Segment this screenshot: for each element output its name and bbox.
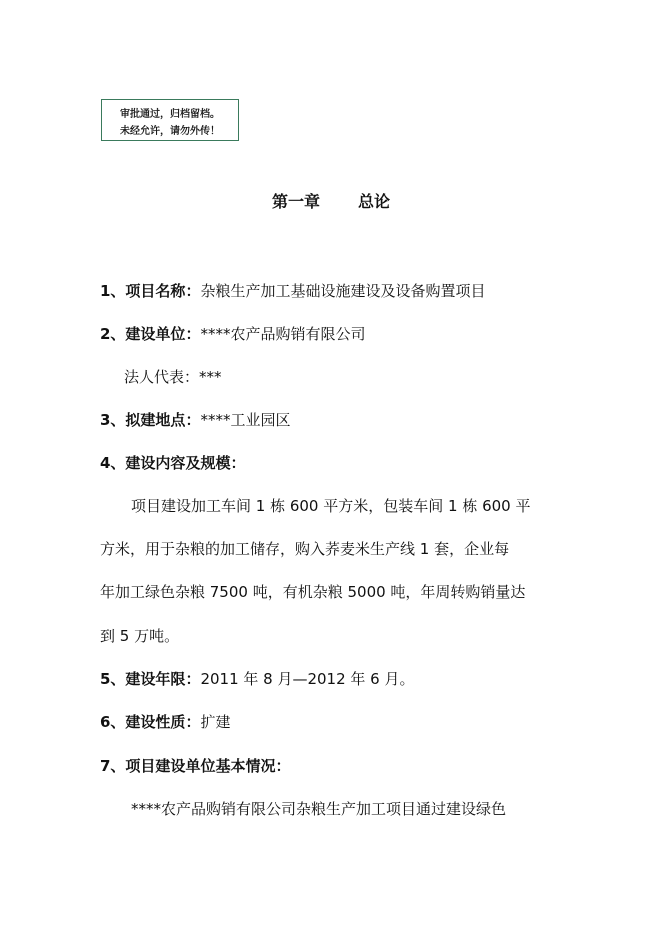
item-label: 4、建设内容及规模： <box>100 454 246 472</box>
content-line-3: 年加工绿色杂粮 7500 吨，有机杂粮 5000 吨，年周转购销量达 <box>100 583 526 601</box>
item-label: 2、建设单位： <box>100 325 201 343</box>
item-content-heading <box>100 452 245 474</box>
chapter-heading <box>0 190 662 214</box>
item-value: 杂粮生产加工基础设施建设及设备购置项目 <box>200 282 486 300</box>
item-value: ****农产品购销有限公司 <box>200 325 366 343</box>
chapter-title: 总论 <box>358 192 391 211</box>
approval-stamp <box>101 99 239 141</box>
item-site <box>100 409 290 431</box>
content-line-2: 方米，用于杂粮的加工储存，购入荞麦米生产线 1 套，企业每 <box>100 540 510 558</box>
item-basic-info-heading <box>100 755 290 777</box>
item-label: 7、项目建设单位基本情况： <box>100 757 291 775</box>
content-line-1: 项目建设加工车间 1 栋 600 平方米，包装车间 1 栋 600 平 <box>131 497 531 515</box>
chapter-number: 第一章 <box>271 192 320 211</box>
content-line-4: 到 5 万吨。 <box>100 627 180 645</box>
stamp-line-1: 审批通过，归档留档。 <box>120 109 220 120</box>
basic-info-line-1: ****农产品购销有限公司杂粮生产加工项目通过建设绿色 <box>131 800 507 818</box>
item-value: ****工业园区 <box>200 411 291 429</box>
item-period <box>100 668 415 690</box>
item-label: 1、项目名称： <box>100 282 201 300</box>
item-value: 扩建 <box>200 713 231 731</box>
item-label: 5、建设年限： <box>100 670 201 688</box>
item-value: 2011 年 8 月—2012 年 6 月。 <box>200 670 415 688</box>
item-value: 法人代表：*** <box>124 368 222 386</box>
item-nature <box>100 711 230 733</box>
item-project-name <box>100 280 485 302</box>
item-construction-unit <box>100 323 365 345</box>
item-label: 6、建设性质： <box>100 713 201 731</box>
item-legal-representative <box>124 366 222 388</box>
stamp-line-2: 未经允许，请勿外传！ <box>120 126 220 137</box>
item-label: 3、拟建地点： <box>100 411 201 429</box>
